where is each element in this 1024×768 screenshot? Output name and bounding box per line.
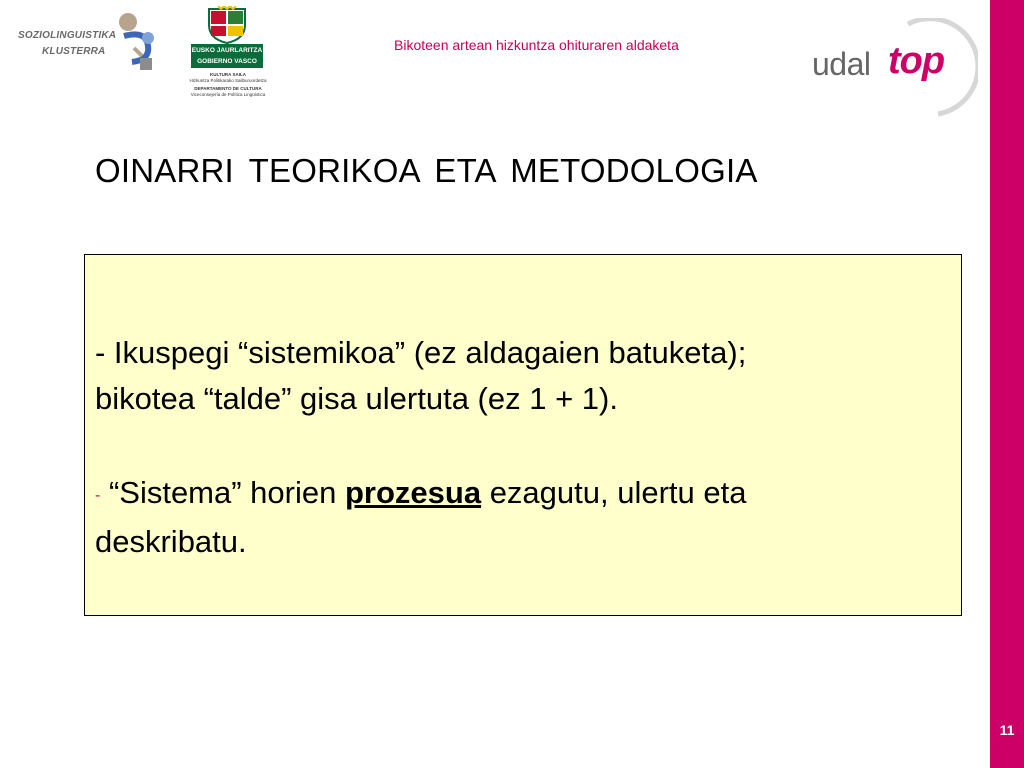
udaltop-word-top: top xyxy=(888,40,945,82)
header-subtitle: Bikoteen artean hizkuntza ohituraren aldaketa xyxy=(394,37,679,53)
page-number: 11 xyxy=(999,722,1015,738)
dept1-label: KULTURA SAILA xyxy=(210,72,246,77)
dept2-sub-label: Viceconsejería de Política Lingüística xyxy=(190,92,266,97)
dept1-sub-label: Hizkuntza Politikarako Sailburuordetza xyxy=(189,78,267,83)
soziolinguistika-logo-line2: KLUSTERRA xyxy=(42,46,106,57)
udaltop-word-udal: udal xyxy=(812,46,871,82)
dept2-label: DEPARTAMENTO DE CULTURA xyxy=(194,86,262,91)
soziolinguistika-logo-text xyxy=(18,28,116,60)
paragraph-1-line-1: - Ikuspegi “sistemikoa” (ez aldagaien batuketa); xyxy=(95,335,747,370)
paragraph-2-text-before: “Sistema” horien xyxy=(100,475,345,510)
soziolinguistika-logo xyxy=(14,8,164,80)
eusko-jaurlaritza-line2: GOBIERNO VASCO xyxy=(197,58,257,65)
paragraph-2 xyxy=(95,470,747,565)
slide-title: OINARRI TEORIKOA ETA METODOLOGIA xyxy=(95,152,758,189)
content-box xyxy=(84,254,962,616)
eusko-jaurlaritza-line1: EUSKO JAURLARITZA xyxy=(191,47,263,54)
paragraph-2-line-1 xyxy=(95,470,747,519)
side-accent-bar xyxy=(990,0,1024,768)
eusko-jaurlaritza-banner xyxy=(191,44,263,68)
bullet-dash: - xyxy=(95,487,101,504)
paragraph-1-line-2: bikotea “talde” gisa ulertuta (ez 1 + 1). xyxy=(95,381,618,416)
eusko-jaurlaritza-logo xyxy=(188,6,268,102)
soziolinguistika-logo-line1: SOZIOLINGUISTIKA xyxy=(18,30,117,41)
coat-of-arms-icon xyxy=(206,6,248,44)
udaltop-logo xyxy=(808,18,978,118)
paragraph-2-text-after: ezagutu, ulertu eta xyxy=(481,475,747,510)
soziolinguistika-mark-icon xyxy=(114,8,164,78)
paragraph-1 xyxy=(95,330,746,422)
paragraph-2-emphasis: prozesua xyxy=(344,475,482,510)
paragraph-2-line-2: deskribatu. xyxy=(95,524,247,559)
